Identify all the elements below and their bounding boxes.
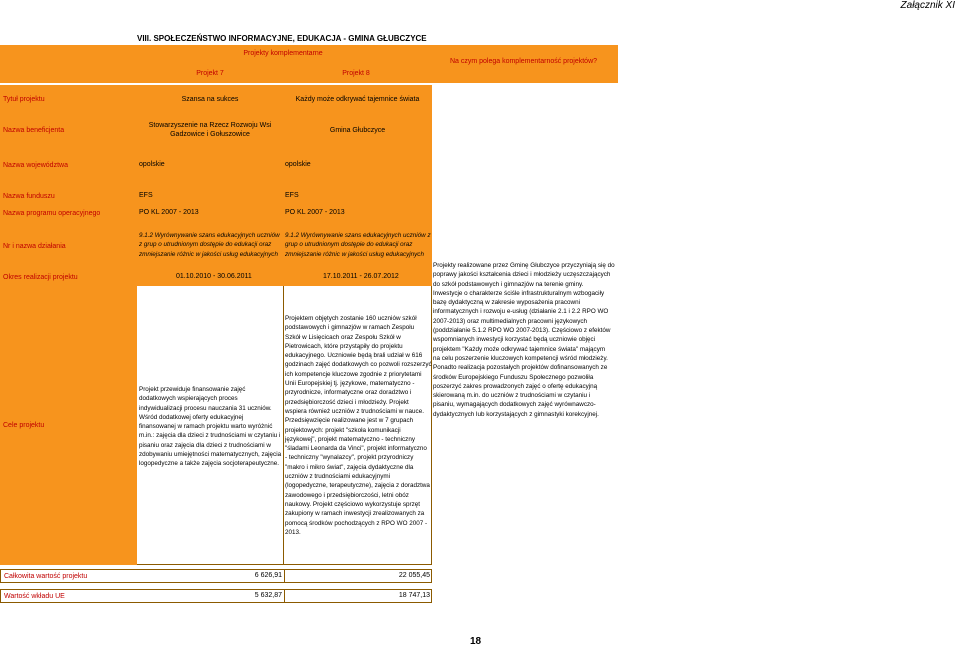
project8-fund: EFS — [285, 192, 299, 199]
measure-line: 9.1.2 Wyrównywanie szans edukacyjnych uczniów — [139, 232, 280, 239]
project7-goals — [139, 385, 283, 469]
project7-fund: EFS — [139, 192, 153, 199]
page-number: 18 — [470, 636, 482, 647]
annex-label: Załącznik XI — [900, 0, 955, 11]
beneficiary-label: Nazwa beneficjenta — [3, 126, 65, 134]
goals-line: Projektem objętych zostanie 160 uczniów szkół — [285, 315, 417, 322]
goals-line: (logopedyczne, terapeutyczne), zajęcia z doradztwa — [285, 482, 430, 490]
goals-line: językowej", projekt matematyczno - techniczny — [285, 435, 415, 443]
measure-label: Nr i nazwa działania — [3, 242, 66, 250]
fund-row — [0, 183, 432, 205]
measure-line: z grup o utrudnionym dostępie do edukacji oraz — [139, 241, 272, 249]
goals-line: finansowanej w ramach projektu warto wyróżnić — [139, 423, 273, 431]
complementarity-line: 2007-2013) oraz multimedialnych pracowni językowych — [433, 317, 587, 325]
complementarity-line: dydaktycznych lub korzystających z gimnastyki korekcyjnej. — [433, 410, 599, 418]
goals-line: przyrodnicze, informatyczne oraz doradztwo i — [285, 389, 412, 397]
complementarity-line: Ponadto realizacja pozostałych projektów dofinansowanych ze — [433, 364, 608, 372]
goals-line: indywidualizacji procesu nauczania 31 uczniów. — [139, 404, 272, 412]
project8-beneficiary: Gmina Głubczyce — [329, 126, 386, 134]
project-8-header: Projekt 8 — [342, 69, 370, 77]
goals-line: Unii Europejskiej tj. językowe, matematyczno - — [285, 380, 415, 388]
goals-line: przedsiębiorczość dzieci i młodzieży. Projekt — [285, 398, 409, 406]
row-divider — [284, 590, 285, 602]
complementarity-line: poprawy jakości kształcenia dzieci i młodzieży uczęszczających — [433, 271, 611, 279]
complementarity-line: Projekty realizowane przez Gminę Głubczyce przyczyniają się do — [433, 262, 615, 269]
total-value-row — [0, 569, 432, 583]
complementary-projects-label: Projekty komplementarne — [243, 49, 323, 57]
complementarity-question: Na czym polega komplementarność projektów? — [449, 57, 598, 65]
beneficiary-row — [0, 113, 432, 147]
complementarity-line: Inwestycje o charakterze ściśle infrastrukturalnym wzbogaciły — [433, 289, 605, 297]
row-divider — [284, 570, 285, 582]
goals-line: 2013. — [285, 528, 301, 536]
goals-divider — [283, 286, 284, 564]
goals-line: naukowy. Projekt częściowo wykorzystuje sprzęt — [285, 500, 420, 508]
project-7-header: Projekt 7 — [196, 69, 224, 77]
measure-line: zmniejszanie różnic w jakości usług edukacyjnych — [285, 250, 424, 258]
programme-row — [0, 205, 432, 223]
goals-line: dodatkowych wspierających proces — [139, 395, 238, 403]
goals-line: projektowych: projekt "szkoła komunikacji — [285, 426, 401, 434]
goals-line: podstawowych i gimnazjów w ramach Zespołu — [285, 324, 415, 332]
period-row — [0, 269, 432, 286]
project8-voivodeship: opolskie — [285, 161, 311, 168]
measure-line: 9.1.2 Wyrównywanie szans edukacyjnych uczniów z — [285, 232, 431, 239]
project8-total-value: 22 055,45 — [398, 572, 430, 579]
complementarity-line: wspomnianych inwestycji korzystać będą uczniowie objęci — [433, 336, 596, 344]
project7-voivodeship: opolskie — [139, 161, 165, 168]
goals-line: godzinach zajęć dodatkowych co pozwoli rozszerzyć — [285, 361, 432, 369]
goals-line: Szkół w Lisięcicach oraz Zespołu Szkół w — [285, 333, 401, 341]
complementarity-line: projektem "Każdy może odkrywać tajemnice świata" mającym — [433, 345, 606, 353]
complementarity-line: bazę dydaktyczną w zakresie wyposażenia pracowni — [433, 299, 581, 307]
goals-line: ich kompetencje kluczowe zgodnie z priorytetami — [285, 370, 422, 378]
project7-period: 01.10.2010 - 30.06.2011 — [176, 273, 252, 280]
complementarity-line: do szkół podstawowych i gimnazjów na terenie gminy. — [433, 280, 584, 288]
goals-line: logopedyczne a także zajęcia socjoterapeutyczne. — [139, 460, 280, 468]
project7-eu-contribution: 5 632,87 — [254, 592, 282, 599]
programme-label: Nazwa programu operacyjnego — [3, 209, 101, 217]
goals-line: "makro i mikro świat", zajęcia dydaktyczne dla — [285, 463, 414, 471]
complementarity-line: (poddziałanie 5.1.2 RPO WO 2007-2013). Częściowo z efektów — [433, 327, 611, 335]
goals-line: "śladami Leonarda da Vinci", projekt informatyczno — [285, 445, 427, 453]
goals-line: Projekt przewiduje finansowanie zajęć — [139, 386, 246, 393]
project7-title: Szansa na sukces — [181, 95, 239, 103]
complementarity-line: informatycznych i rozwoju e-usług (działanie 2.1 i 2.2 RPO WO — [433, 308, 609, 316]
period-label: Okres realizacji projektu — [3, 273, 78, 281]
measure-line: zmniejszanie różnic w jakości usług edukacyjnych — [139, 250, 278, 258]
goals-line: edukacyjnego. Uczniowie będą brali udział w 616 — [285, 352, 423, 360]
project7-beneficiary: Stowarzyszenie na Rzecz Rozwoju Wsi Gadzowice i Gołuszowice — [148, 122, 272, 138]
goals-line: uczniów z trudnościami edukacyjnymi — [285, 473, 390, 481]
project7-total-value: 6 626,91 — [254, 572, 282, 579]
measure-line: grup o utrudnionym dostępie do edukacji oraz — [285, 241, 413, 249]
project8-title: Każdy może odkrywać tajemnice świata — [295, 95, 420, 103]
eu-contribution-row — [0, 589, 432, 603]
goals-line: m.in.: zajęcia dla dzieci z trudnościami w czytaniu i — [139, 432, 281, 440]
goals-label-cell — [0, 286, 137, 565]
project8-programme: PO KL 2007 - 2013 — [285, 209, 345, 216]
project7-measure — [139, 231, 283, 259]
project8-goals — [285, 314, 432, 537]
goals-line: pisaniu oraz zajęcia dla dzieci z trudnościami w — [139, 441, 271, 449]
goals-line: pomocą środków pochodzących z RPO WO 2007 - — [285, 519, 428, 527]
total-value-label: Całkowita wartość projektu — [4, 572, 88, 580]
complementarity-line: skierowaną m.in. do uczniów z trudnościami w czytaniu i — [433, 392, 591, 400]
fund-label: Nazwa funduszu — [3, 192, 55, 200]
project8-period: 17.10.2011 - 26.07.2012 — [323, 273, 399, 280]
eu-contribution-label: Wartość wkładu UE — [4, 592, 65, 600]
title-label: Tytuł projektu — [3, 95, 45, 103]
goals-line: - techniczny "wynalazcy", projekt przyrodniczy — [285, 454, 414, 462]
goals-line: zdobywaniu umiejętności matematycznych, zajęcia — [139, 451, 282, 459]
complementarity-line: środków Europejskiego Funduszu Społecznego pozwoliła — [433, 373, 594, 381]
goals-line: Wśród dodatkowej oferty edukacyjnej — [139, 413, 244, 421]
complementarity-line: na celu poszerzenie kluczowych kompetencji wśród młodzieży. — [433, 354, 608, 362]
complementarity-line: poszerzyć zakres prowadzonych zajęć o ofertę edukacyjną — [433, 382, 598, 390]
section-title: VIII. SPOŁECZEŃSTWO INFORMACYJNE, EDUKACJA - GMINA GŁUBCZYCE — [137, 34, 427, 43]
complementarity-line: pisaniu, wymagających dodatkowych zajęć wyrównawczo- — [433, 401, 596, 409]
goals-line: wspiera również uczniów z trudnościami w nauce. — [285, 407, 424, 415]
goals-line: Pietrowicach, które przystąpiły do projektu — [285, 342, 403, 350]
complementarity-text — [433, 261, 619, 419]
title-row — [0, 85, 432, 113]
goals-line: zakupiony w ramach inwestycji zrealizowanych za — [285, 510, 425, 518]
voivodeship-label: Nazwa województwa — [3, 161, 68, 169]
goals-line: Przedsięwzięcie realizowane jest w 7 grupach — [285, 417, 414, 425]
goals-label: Cele projektu — [3, 422, 45, 429]
measure-row — [0, 223, 432, 269]
header-band — [0, 45, 618, 83]
project8-measure — [285, 231, 432, 259]
project8-eu-contribution: 18 747,13 — [398, 592, 430, 599]
voivodeship-row — [0, 147, 432, 183]
goals-line: zawodowego i przedsiębiorczości, letni obóz — [285, 491, 409, 499]
project7-programme: PO KL 2007 - 2013 — [139, 209, 199, 216]
